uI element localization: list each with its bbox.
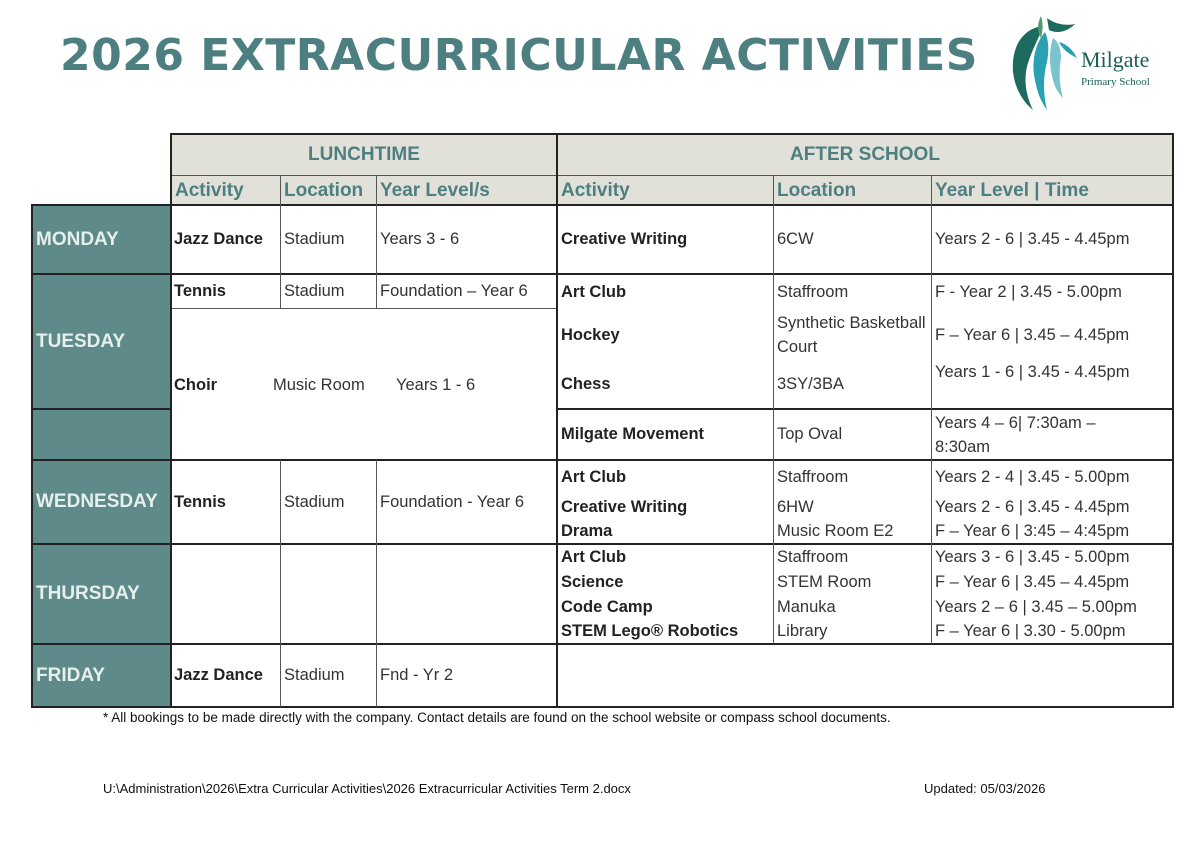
- lunch-year-header: Year Level/s: [376, 176, 557, 205]
- thursday-after-activity-2: Science: [561, 572, 624, 591]
- wednesday-lunch-year: Foundation - Year 6: [380, 492, 525, 511]
- day-friday: FRIDAY: [32, 644, 171, 707]
- after-location-header: Location: [773, 176, 931, 205]
- tuesday-lunch-location-1: Stadium: [284, 282, 345, 300]
- thursday-after-time-3: Years 2 – 6 | 3.45 – 5.00pm: [935, 597, 1137, 616]
- monday-lunch-location: Stadium: [284, 230, 345, 248]
- tuesday-after-activity-3: Chess: [561, 374, 611, 393]
- lunch-activity-header: Activity: [171, 176, 280, 205]
- friday-lunch-activity: Jazz Dance: [174, 666, 263, 684]
- friday-lunch-location: Stadium: [284, 666, 345, 684]
- day-tuesday: TUESDAY: [32, 274, 171, 409]
- tuesday-after-activity-1: Art Club: [561, 282, 627, 301]
- thursday-after-location-3: Manuka: [777, 597, 836, 616]
- day-thursday: THURSDAY: [32, 544, 171, 644]
- thursday-after-activity-4: STEM Lego® Robotics: [561, 621, 739, 640]
- tuesday-after-location-1: Staffroom: [777, 282, 849, 301]
- thursday-after-activity-3: Code Camp: [561, 597, 653, 616]
- tuesday-after-location-4: Top Oval: [777, 425, 843, 443]
- palm-logo-icon: [1003, 14, 1083, 114]
- tuesday-after-time-2: F – Year 6 | 3.45 – 4.45pm: [935, 325, 1130, 344]
- wednesday-after-activity-1: Art Club: [561, 467, 627, 486]
- school-logo: [1003, 14, 1173, 114]
- monday-after-location: 6CW: [777, 230, 814, 248]
- tuesday-after-location-2: Synthetic Basketball Court: [777, 314, 926, 356]
- booking-note: * All bookings to be made directly with the company. Contact details are found on the school website or compass school documents.: [103, 710, 891, 725]
- wednesday-after-time-3: F – Year 6 | 3:45 – 4:45pm: [935, 521, 1130, 540]
- monday-after-time: Years 2 - 6 | 3.45 - 4.45pm: [935, 230, 1130, 248]
- thursday-after-time-2: F – Year 6 | 3.45 – 4.45pm: [935, 572, 1130, 591]
- updated-date: Updated: 05/03/2026: [924, 781, 1046, 796]
- wednesday-lunch-activity: Tennis: [174, 492, 226, 511]
- logo-school-name: Milgate: [1081, 47, 1150, 72]
- after-year-time-header: Year Level | Time: [931, 176, 1173, 205]
- lunchtime-group-header: LUNCHTIME: [171, 134, 557, 176]
- after-activity-header: Activity: [557, 176, 773, 205]
- tuesday-lunch-activity-2: Choir: [174, 375, 218, 394]
- lunch-location-header: Location: [280, 176, 376, 205]
- wednesday-after-location-1: Staffroom: [777, 467, 849, 486]
- tuesday-lunch-year-1: Foundation – Year 6: [380, 282, 528, 300]
- thursday-after-time-1: Years 3 - 6 | 3.45 - 5.00pm: [935, 547, 1130, 566]
- wednesday-after-time-2: Years 2 - 6 | 3.45 - 4.45pm: [935, 497, 1130, 516]
- page-title: 2026 EXTRACURRICULAR ACTIVITIES: [60, 30, 978, 81]
- tuesday-after-location-3: 3SY/3BA: [777, 374, 844, 393]
- day-tuesday-continued: [32, 409, 171, 460]
- logo-subtitle: Primary School: [1081, 76, 1150, 88]
- thursday-after-activity-1: Art Club: [561, 547, 627, 566]
- friday-lunch-year: Fnd - Yr 2: [380, 666, 454, 684]
- tuesday-after-time-3: Years 1 - 6 | 3.45 - 4.45pm: [935, 362, 1130, 381]
- tuesday-lunch-activity-1: Tennis: [174, 282, 226, 300]
- tuesday-lunch-location-2: Music Room: [273, 375, 365, 394]
- tuesday-lunch-year-2: Years 1 - 6: [396, 375, 476, 394]
- thursday-after-time-4: F – Year 6 | 3.30 - 5.00pm: [935, 621, 1126, 640]
- wednesday-after-location-3: Music Room E2: [777, 521, 894, 540]
- file-path: U:\Administration\2026\Extra Curricular Activities\2026 Extracurricular Activities Term 2.docx: [103, 781, 631, 796]
- tuesday-after-time-1: F - Year 2 | 3.45 - 5.00pm: [935, 282, 1122, 301]
- wednesday-after-activity-3: Drama: [561, 521, 613, 540]
- wednesday-after-location-2: 6HW: [777, 497, 814, 516]
- wednesday-after-time-1: Years 2 - 4 | 3.45 - 5.00pm: [935, 467, 1130, 486]
- wednesday-lunch-location: Stadium: [284, 492, 345, 511]
- tuesday-after-activity-4: Milgate Movement: [561, 425, 705, 443]
- wednesday-after-activity-2: Creative Writing: [561, 497, 688, 516]
- tuesday-after-time-4: Years 4 – 6| 7:30am – 8:30am: [935, 413, 1096, 456]
- thursday-after-location-2: STEM Room: [777, 572, 872, 591]
- monday-after-activity: Creative Writing: [561, 230, 688, 248]
- thursday-after-location-4: Library: [777, 621, 828, 640]
- after-school-group-header: AFTER SCHOOL: [557, 134, 1173, 176]
- day-monday: MONDAY: [32, 205, 171, 274]
- day-wednesday: WEDNESDAY: [32, 460, 171, 544]
- tuesday-after-activity-2: Hockey: [561, 325, 620, 344]
- monday-lunch-activity: Jazz Dance: [174, 230, 263, 248]
- monday-lunch-year: Years 3 - 6: [380, 230, 460, 248]
- thursday-after-location-1: Staffroom: [777, 547, 849, 566]
